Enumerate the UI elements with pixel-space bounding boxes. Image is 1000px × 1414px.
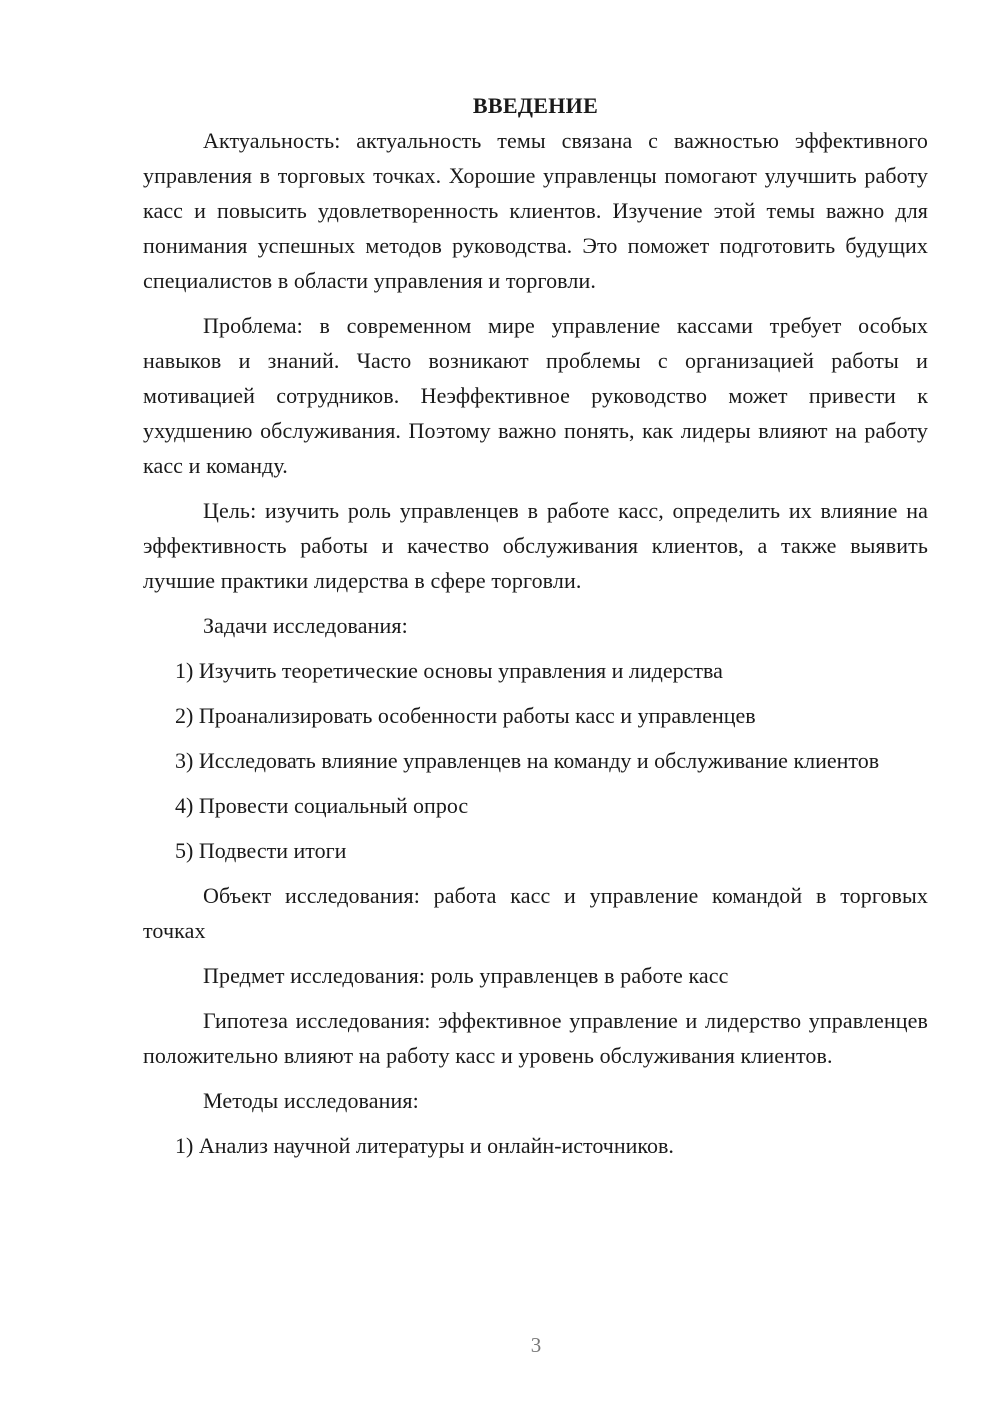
paragraph-goal: Цель: изучить роль управленцев в работе касс, определить их влияние на эффективность работы и качество обслуживания клиентов, а также выявить лучшие практики лидерства в сфере торговли. <box>143 498 928 593</box>
task-item: 3) Исследовать влияние управленцев на команду и обслуживание клиентов <box>175 748 880 773</box>
document-page <box>143 88 928 1173</box>
task-item: 5) Подвести итоги <box>175 838 347 863</box>
paragraph-relevance: Актуальность: актуальность темы связана с важностью эффективного управления в торговых точках. Хорошие управленцы помогают улучшить работу касс и повысить удовлетворенность клиентов. Изучение этой темы важно для понимания успешных методов руководства. Это поможет подготовить будущих специалистов в области управления и торговли. <box>143 128 928 293</box>
page-number: 3 <box>530 1333 542 1357</box>
tasks-heading: Задачи исследования: <box>203 613 408 638</box>
section-title: ВВЕДЕНИЕ <box>472 93 599 118</box>
paragraph-object: Объект исследования: работа касс и управление командой в торговых точках <box>143 883 928 943</box>
methods-heading: Методы исследования: <box>203 1088 419 1113</box>
paragraph-problem: Проблема: в современном мире управление кассами требует особых навыков и знаний. Часто возникают проблемы с организацией работы и мотивацией сотрудников. Неэффективное руководство может привести к ухудшению обслуживания. Поэтому важно понять, как лидеры влияют на работу касс и команду. <box>143 313 928 478</box>
task-item: 4) Провести социальный опрос <box>175 793 469 818</box>
paragraph-hypothesis: Гипотеза исследования: эффективное управление и лидерство управленцев положительно влияют на работу касс и уровень обслуживания клиентов. <box>143 1008 928 1068</box>
task-item: 2) Проанализировать особенности работы касс и управленцев <box>175 703 756 728</box>
method-item: 1) Анализ научной литературы и онлайн-источников. <box>175 1133 674 1158</box>
paragraph-subject: Предмет исследования: роль управленцев в работе касс <box>203 963 729 988</box>
task-item: 1) Изучить теоретические основы управления и лидерства <box>175 658 723 683</box>
